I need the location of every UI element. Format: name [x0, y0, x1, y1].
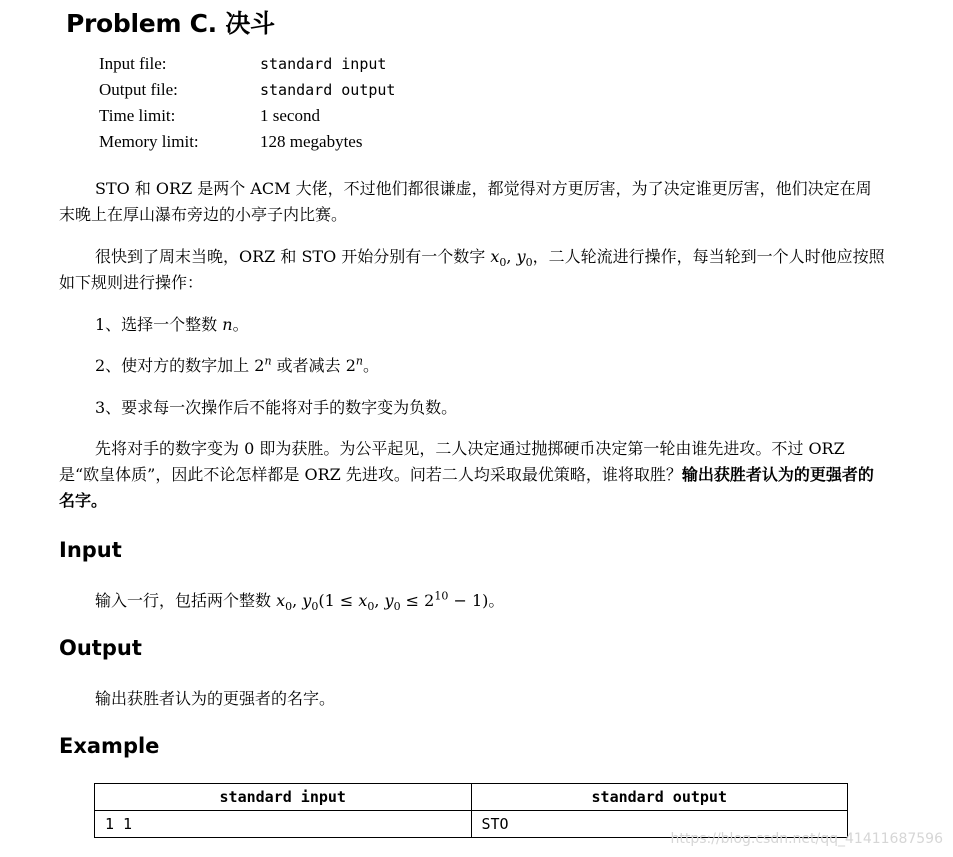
example-table: [94, 783, 848, 838]
limit-key: Output file:: [99, 80, 178, 99]
text: 。: [363, 356, 380, 375]
text: ,: [374, 591, 385, 610]
limit-value: standard output: [260, 81, 396, 99]
math-x: x: [358, 591, 368, 610]
output-description: 输出获胜者认为的更强者的名字。: [95, 689, 336, 708]
bold-instruction: 输出获胜者认为的更强者的名字。: [59, 465, 874, 510]
text: ≤ 2: [400, 591, 435, 610]
text: 或者减去 2: [271, 356, 356, 375]
subscript: 0: [499, 256, 507, 270]
text: ,: [292, 591, 303, 610]
input-description: [59, 588, 885, 614]
statement-paragraph-1: STO 和 ORZ 是两个 ACM 大佬，不过他们都很谦虚，都觉得对方更厉害，为了决定谁更厉害，他们决定在周末晚上在厚山瀑布旁边的小亭子内比赛。: [59, 179, 872, 224]
superscript: n: [355, 354, 363, 368]
example-output-cell: STO: [471, 811, 848, 838]
output-heading: Output: [59, 636, 142, 660]
subscript: 0: [525, 256, 533, 270]
example-heading: Example: [59, 734, 160, 758]
text: 很快到了周末当晚，ORZ 和 STO 开始分别有一个数字: [95, 247, 491, 266]
limit-row: [99, 129, 395, 155]
limit-row: [99, 103, 395, 129]
limit-row: [99, 77, 395, 103]
rule-3: 3、要求每一次操作后不能将对手的数字变为负数。: [95, 398, 458, 417]
limit-row: [99, 51, 395, 77]
rule-2: [59, 353, 885, 379]
text: 。: [488, 591, 505, 610]
limit-value: 128 megabytes: [260, 132, 363, 151]
text: ，二人轮流进行操作，每当轮到一个人时他应按照如下规则进行操作：: [59, 247, 885, 292]
text: 2、使对方的数字加上 2: [95, 356, 265, 375]
column-header-input: standard input: [95, 784, 472, 811]
limit-key: Time limit:: [99, 106, 176, 125]
text: 1、选择一个整数: [95, 315, 223, 334]
superscript: 10: [434, 589, 449, 603]
subscript: 0: [393, 600, 401, 614]
example-input-cell: 1 1: [95, 811, 472, 838]
limit-key: Input file:: [99, 54, 167, 73]
superscript: n: [264, 354, 272, 368]
column-header-output: standard output: [471, 784, 848, 811]
math-y: y: [302, 591, 312, 610]
math-x: x: [276, 591, 286, 610]
text: 先将对手的数字变为 0 即为获胜。为公平起见，二人决定通过抛掷硬币决定第一轮由谁先进攻。不过 ORZ 是“欧皇体质”，因此不论怎样都是 ORZ 先进攻。问若二人均采取最优策略，谁将取胜？: [59, 439, 845, 484]
subscript: 0: [285, 600, 293, 614]
problem-title: Problem C. 决斗: [66, 9, 275, 38]
text: 输入一行，包括两个整数: [95, 591, 277, 610]
text: (1 ≤: [318, 591, 359, 610]
math-y: y: [516, 247, 526, 266]
limit-value: standard input: [260, 55, 387, 73]
statement-paragraph-2: [59, 244, 885, 296]
limit-key: Memory limit:: [99, 132, 199, 151]
math-n: n: [222, 315, 233, 334]
limit-value: 1 second: [260, 106, 320, 125]
text: ,: [506, 247, 517, 266]
math-y: y: [384, 591, 394, 610]
text: 。: [232, 315, 249, 334]
math-x: x: [490, 247, 500, 266]
text: − 1): [448, 591, 489, 610]
watermark: https://blog.csdn.net/qq_41411687596: [670, 831, 943, 847]
rule-1: [59, 312, 885, 338]
statement-paragraph-3: [59, 436, 885, 514]
input-heading: Input: [59, 538, 122, 562]
limits-table: [99, 51, 395, 155]
table-header-row: [95, 784, 848, 811]
subscript: 0: [311, 600, 319, 614]
subscript: 0: [367, 600, 375, 614]
